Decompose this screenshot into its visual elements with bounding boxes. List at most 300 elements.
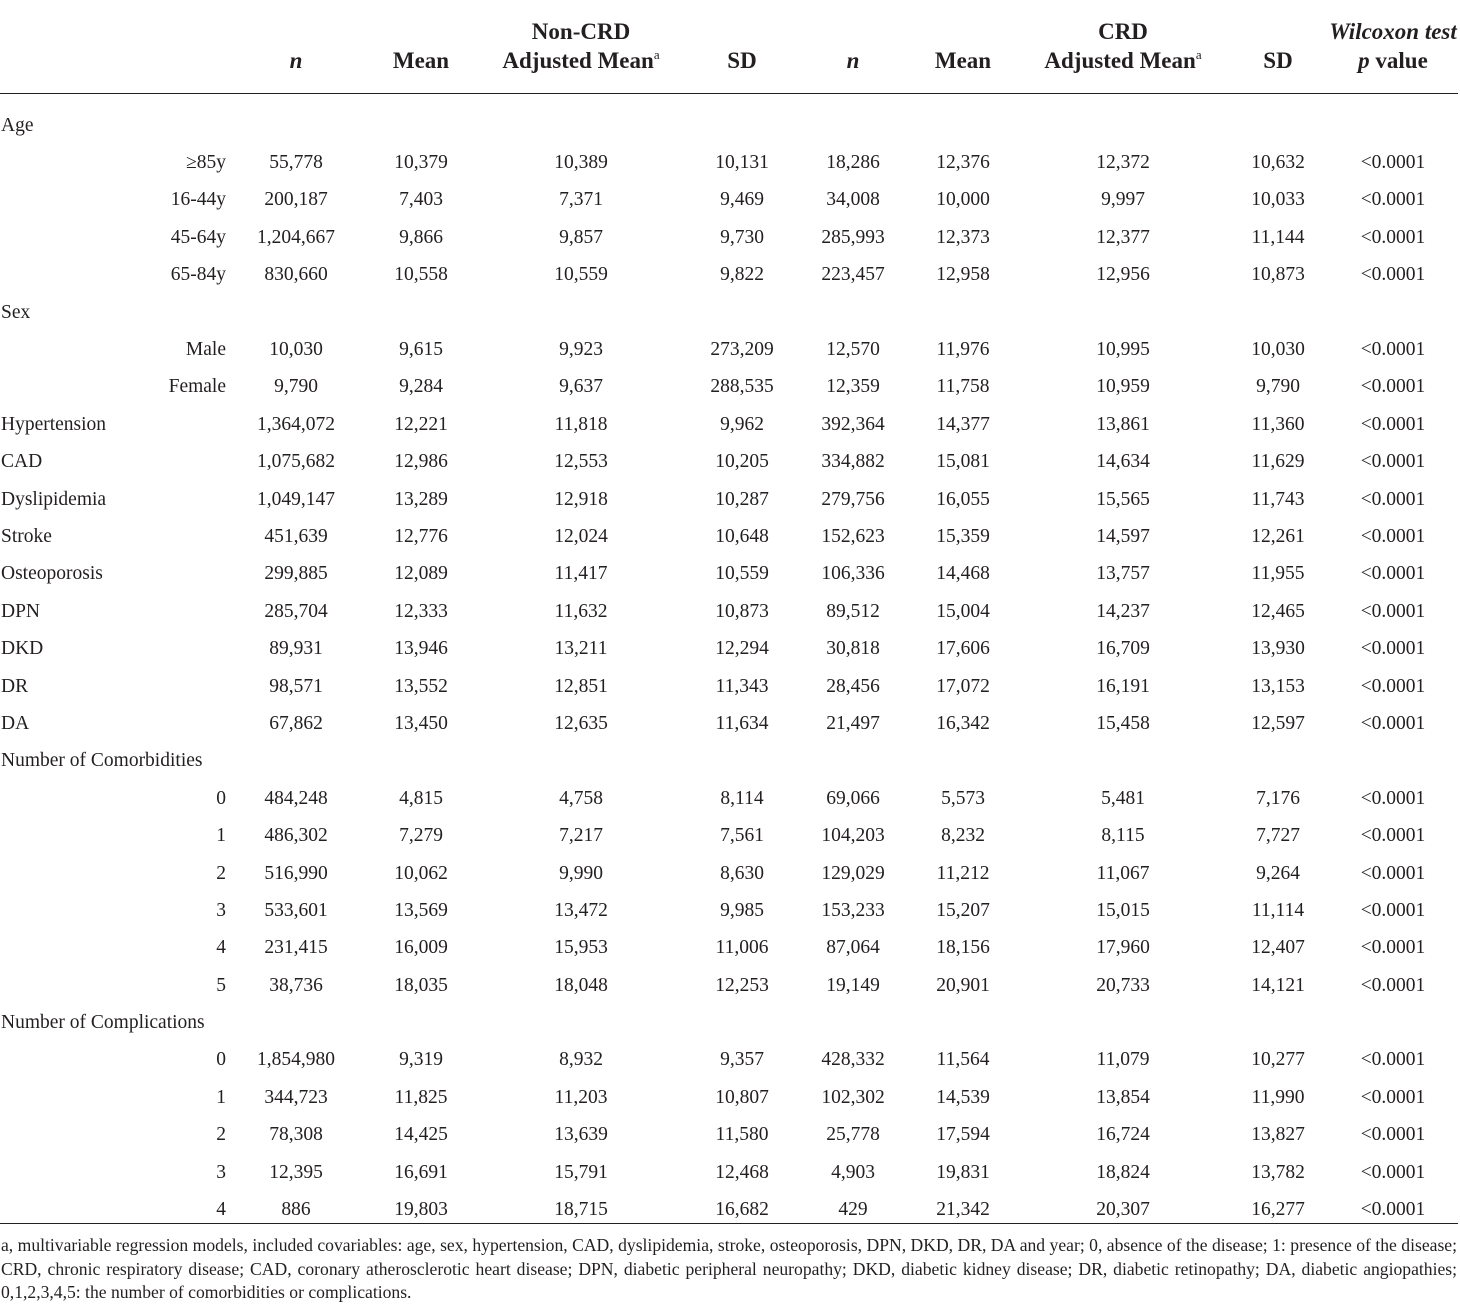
header-noncrd-adjusted-mean: Non-CRD Adjusted Mean$^a$ [476,0,686,94]
cell-crd-n: 89,512 [826,600,880,622]
cell-crd-mean: 12,373 [936,226,990,248]
cell-noncrd-mean: 12,986 [394,451,448,473]
cell-noncrd-mean: 14,425 [394,1124,448,1146]
header-noncrd-group: Non-CRD [531,19,631,44]
cell-crd-mean: 5,573 [941,787,985,809]
cell-noncrd-sd: 12,468 [715,1161,769,1183]
cell-crd-mean: 14,539 [936,1086,990,1108]
cell-crd-n: 19,149 [826,974,880,996]
section-label: Number of Complications [1,1012,205,1034]
cell-noncrd-mean: 7,403 [399,189,443,211]
cell-noncrd-sd: 10,131 [715,152,769,174]
cell-crd-mean: 15,081 [936,451,990,473]
row-sublabel: ≥85y [186,152,226,174]
cell-crd-adjusted-mean: 20,733 [1096,974,1150,996]
header-crd-mean: Mean [908,0,1018,94]
cell-crd-adjusted-mean: 18,824 [1096,1161,1150,1183]
cell-noncrd-sd: 12,294 [715,638,769,660]
table-row [0,668,1458,705]
cell-noncrd-sd: 273,209 [710,339,774,361]
cell-crd-mean: 12,376 [936,152,990,174]
cell-crd-mean: 21,342 [936,1199,990,1221]
cell-noncrd-adjusted-mean: 7,371 [559,189,603,211]
cell-crd-n: 152,623 [821,525,885,547]
cell-crd-adjusted-mean: 12,377 [1096,226,1150,248]
indent-cell [0,1191,138,1232]
cell-crd-n: 334,882 [821,451,885,473]
table-row [0,593,1458,630]
cell-wilcoxon-p: <0.0001 [1360,189,1426,211]
cell-noncrd-n: 200,187 [264,189,328,211]
header-noncrd-mean: Mean [366,0,476,94]
cell-crd-adjusted-mean: 14,597 [1096,525,1150,547]
cell-noncrd-sd: 288,535 [710,376,774,398]
cell-crd-adjusted-mean: 16,724 [1096,1124,1150,1146]
indent-cell [0,780,138,817]
cell-noncrd-adjusted-mean: 11,818 [554,413,608,435]
indent-cell [0,219,138,256]
cell-wilcoxon-p: <0.0001 [1360,1161,1426,1183]
cell-noncrd-mean: 10,062 [394,862,448,884]
cell-noncrd-sd: 10,559 [715,563,769,585]
table-row [0,967,1458,1004]
cell-wilcoxon-p: <0.0001 [1360,675,1426,697]
table-row [0,1079,1458,1116]
row-sublabel: 0 [216,787,226,809]
cell-crd-sd: 13,782 [1251,1161,1305,1183]
cell-noncrd-sd: 10,287 [715,488,769,510]
cell-crd-sd: 11,629 [1251,451,1305,473]
cell-crd-mean: 11,758 [936,376,990,398]
cell-noncrd-adjusted-mean: 7,217 [559,825,603,847]
cell-noncrd-adjusted-mean: 13,211 [554,638,608,660]
cell-wilcoxon-p: <0.0001 [1360,264,1426,286]
indent-cell [0,257,138,294]
header-blank-sub [138,0,226,94]
cell-crd-n: 153,233 [821,899,885,921]
cell-noncrd-sd: 10,648 [715,525,769,547]
cell-crd-mean: 15,207 [936,899,990,921]
table-row [0,331,1458,368]
cell-noncrd-mean: 7,279 [399,825,443,847]
cell-noncrd-n: 12,395 [269,1161,323,1183]
cell-noncrd-n: 486,302 [264,825,328,847]
cell-crd-n: 69,066 [826,787,880,809]
cell-noncrd-mean: 10,558 [394,264,448,286]
row-label: DKD [1,638,44,660]
cell-crd-n: 18,286 [826,152,880,174]
cell-crd-mean: 17,606 [936,638,990,660]
cell-crd-sd: 13,153 [1251,675,1305,697]
cell-noncrd-adjusted-mean: 11,203 [554,1086,608,1108]
header-crd-group: CRD [1098,19,1148,44]
row-label: Hypertension [1,413,107,435]
cell-wilcoxon-p: <0.0001 [1360,974,1426,996]
row-sublabel: 4 [216,937,226,959]
header-noncrd-n: n [226,0,366,94]
cell-noncrd-adjusted-mean: 18,048 [554,974,608,996]
table-row [0,369,1458,406]
cell-noncrd-mean: 19,803 [394,1199,448,1221]
table-row [0,444,1458,481]
cell-wilcoxon-p: <0.0001 [1360,1124,1426,1146]
table-row [0,892,1458,929]
cell-crd-sd: 12,261 [1251,525,1305,547]
row-sublabel: 2 [216,1124,226,1146]
cell-crd-adjusted-mean: 12,956 [1096,264,1150,286]
cell-noncrd-n: 886 [281,1199,311,1221]
cell-noncrd-sd: 8,114 [720,787,764,809]
cell-noncrd-mean: 13,450 [394,712,448,734]
cell-crd-mean: 12,958 [936,264,990,286]
cell-crd-n: 30,818 [826,638,880,660]
cell-noncrd-adjusted-mean: 13,472 [554,899,608,921]
cell-crd-adjusted-mean: 11,067 [1096,862,1150,884]
cell-crd-mean: 18,156 [936,937,990,959]
cell-noncrd-adjusted-mean: 12,918 [554,488,608,510]
cell-crd-sd: 11,360 [1251,413,1305,435]
indent-cell [0,369,138,406]
cell-crd-mean: 20,901 [936,974,990,996]
indent-cell [0,967,138,1004]
cell-crd-adjusted-mean: 15,458 [1096,712,1150,734]
row-sublabel: Female [168,376,226,398]
cell-noncrd-sd: 9,730 [720,226,764,248]
cell-crd-n: 279,756 [821,488,885,510]
table-row [0,219,1458,256]
table-row [0,705,1458,742]
cell-noncrd-mean: 18,035 [394,974,448,996]
cell-noncrd-adjusted-mean: 12,024 [554,525,608,547]
table-row [0,182,1458,219]
table-row [0,1117,1458,1154]
cell-crd-sd: 14,121 [1251,974,1305,996]
table-header [0,0,1458,94]
cell-crd-adjusted-mean: 16,191 [1096,675,1150,697]
cell-crd-mean: 15,004 [936,600,990,622]
row-label: Dyslipidemia [1,488,107,510]
cell-noncrd-adjusted-mean: 4,758 [559,787,603,809]
cell-crd-sd: 10,632 [1251,152,1305,174]
cell-noncrd-n: 1,075,682 [257,451,335,473]
cell-crd-n: 428,332 [821,1049,885,1071]
cell-noncrd-n: 98,571 [269,675,323,697]
row-sublabel: Male [185,339,226,361]
cell-noncrd-sd: 10,205 [715,451,769,473]
indent-cell [0,1117,138,1154]
cell-crd-n: 12,359 [826,376,880,398]
indent-cell [0,855,138,892]
cell-crd-sd: 11,144 [1251,226,1305,248]
cell-wilcoxon-p: <0.0001 [1360,563,1426,585]
cell-crd-adjusted-mean: 15,015 [1096,899,1150,921]
cell-crd-adjusted-mean: 16,709 [1096,638,1150,660]
cell-noncrd-adjusted-mean: 12,635 [554,712,608,734]
cell-noncrd-sd: 9,357 [720,1049,764,1071]
cell-noncrd-n: 1,049,147 [257,488,335,510]
cell-crd-sd: 13,827 [1251,1124,1305,1146]
cell-crd-adjusted-mean: 13,854 [1096,1086,1150,1108]
cell-crd-n: 104,203 [821,825,885,847]
section-row [0,1004,1458,1041]
cell-noncrd-adjusted-mean: 9,857 [559,226,603,248]
cell-crd-sd: 16,277 [1251,1199,1305,1221]
cell-wilcoxon-p: <0.0001 [1360,600,1426,622]
cell-noncrd-adjusted-mean: 15,791 [554,1161,608,1183]
row-sublabel: 16-44y [170,189,226,211]
cell-crd-sd: 11,955 [1251,563,1305,585]
cell-wilcoxon-p: <0.0001 [1360,451,1426,473]
cell-crd-sd: 12,407 [1251,937,1305,959]
section-label: Number of Comorbidities [1,750,203,772]
indent-cell [0,1154,138,1191]
cell-crd-adjusted-mean: 13,861 [1096,413,1150,435]
cell-noncrd-adjusted-mean: 9,923 [559,339,603,361]
cell-noncrd-mean: 16,009 [394,937,448,959]
cell-noncrd-sd: 9,822 [720,264,764,286]
table-row [0,630,1458,667]
cell-wilcoxon-p: <0.0001 [1360,1199,1426,1221]
indent-cell [0,892,138,929]
cell-noncrd-n: 9,790 [274,376,318,398]
cell-crd-sd: 11,743 [1251,488,1305,510]
cell-wilcoxon-p: <0.0001 [1360,899,1426,921]
cell-wilcoxon-p: <0.0001 [1360,226,1426,248]
cell-noncrd-sd: 8,630 [720,862,764,884]
cell-crd-sd: 9,790 [1256,376,1300,398]
table-row [0,817,1458,854]
table-row [0,406,1458,443]
cell-noncrd-adjusted-mean: 15,953 [554,937,608,959]
cell-crd-n: 12,570 [826,339,880,361]
table-row [0,556,1458,593]
cell-crd-n: 34,008 [826,189,880,211]
cell-noncrd-sd: 11,343 [715,675,769,697]
table-row [0,481,1458,518]
cell-wilcoxon-p: <0.0001 [1360,339,1426,361]
cell-crd-mean: 16,055 [936,488,990,510]
cell-wilcoxon-p: <0.0001 [1360,376,1426,398]
cell-noncrd-mean: 13,569 [394,899,448,921]
cell-noncrd-adjusted-mean: 9,990 [559,862,603,884]
indent-cell [0,144,138,181]
cell-noncrd-sd: 9,469 [720,189,764,211]
row-label: Stroke [1,525,52,547]
cell-noncrd-sd: 12,253 [715,974,769,996]
cell-crd-n: 106,336 [821,563,885,585]
cell-crd-sd: 12,465 [1251,600,1305,622]
cell-crd-mean: 10,000 [936,189,990,211]
cell-crd-adjusted-mean: 14,634 [1096,451,1150,473]
cell-noncrd-adjusted-mean: 12,851 [554,675,608,697]
cell-noncrd-n: 299,885 [264,563,328,585]
cell-crd-n: 223,457 [821,264,885,286]
table-row [0,1191,1458,1232]
header-crd-n: n [798,0,908,94]
cell-wilcoxon-p: <0.0001 [1360,152,1426,174]
cell-noncrd-mean: 12,089 [394,563,448,585]
cell-noncrd-sd: 11,006 [715,937,769,959]
cell-noncrd-n: 1,854,980 [257,1049,335,1071]
header-blank [0,0,138,94]
cell-noncrd-n: 830,660 [264,264,328,286]
cell-noncrd-n: 1,364,072 [257,413,335,435]
header-wilcoxon: Wilcoxon test p value [1328,0,1458,94]
cell-noncrd-n: 89,931 [269,638,323,660]
cell-noncrd-mean: 10,379 [394,152,448,174]
cell-crd-mean: 16,342 [936,712,990,734]
cell-crd-adjusted-mean: 11,079 [1096,1049,1150,1071]
cell-crd-mean: 14,468 [936,563,990,585]
cell-noncrd-mean: 16,691 [394,1161,448,1183]
cell-noncrd-adjusted-mean: 12,553 [554,451,608,473]
row-label: CAD [1,451,43,473]
cell-noncrd-sd: 10,873 [715,600,769,622]
cell-noncrd-sd: 9,985 [720,899,764,921]
cell-crd-adjusted-mean: 9,997 [1101,189,1145,211]
cell-noncrd-n: 533,601 [264,899,328,921]
cell-crd-adjusted-mean: 14,237 [1096,600,1150,622]
cell-crd-mean: 11,212 [936,862,990,884]
cell-noncrd-mean: 4,815 [399,787,443,809]
cell-noncrd-mean: 11,825 [394,1086,448,1108]
cell-noncrd-n: 344,723 [264,1086,328,1108]
cell-wilcoxon-p: <0.0001 [1360,1049,1426,1071]
table-row [0,1154,1458,1191]
cell-crd-sd: 10,030 [1251,339,1305,361]
indent-cell [0,1042,138,1079]
cell-noncrd-mean: 12,776 [394,525,448,547]
indent-cell [0,182,138,219]
cell-crd-mean: 19,831 [936,1161,990,1183]
section-label: Sex [1,301,31,323]
indent-cell [0,331,138,368]
cell-noncrd-n: 78,308 [269,1124,323,1146]
row-sublabel: 2 [216,862,226,884]
cell-noncrd-sd: 9,962 [720,413,764,435]
cell-crd-adjusted-mean: 17,960 [1096,937,1150,959]
cell-noncrd-mean: 9,615 [399,339,443,361]
cell-wilcoxon-p: <0.0001 [1360,862,1426,884]
cell-noncrd-n: 451,639 [264,525,328,547]
cell-crd-sd: 11,114 [1251,899,1305,921]
cell-crd-n: 285,993 [821,226,885,248]
cell-noncrd-adjusted-mean: 18,715 [554,1199,608,1221]
cell-crd-sd: 9,264 [1256,862,1300,884]
row-label: Osteoporosis [1,563,103,585]
row-sublabel: 1 [216,1086,226,1108]
cell-crd-n: 392,364 [821,413,885,435]
cell-crd-adjusted-mean: 13,757 [1096,563,1150,585]
cell-wilcoxon-p: <0.0001 [1360,1086,1426,1108]
cell-wilcoxon-p: <0.0001 [1360,525,1426,547]
section-row [0,294,1458,331]
cell-crd-sd: 10,873 [1251,264,1305,286]
table-row [0,1042,1458,1079]
row-sublabel: 5 [216,974,226,996]
section-row [0,107,1458,144]
cell-wilcoxon-p: <0.0001 [1360,638,1426,660]
cell-crd-sd: 10,277 [1251,1049,1305,1071]
cell-wilcoxon-p: <0.0001 [1360,825,1426,847]
cell-crd-sd: 10,033 [1251,189,1305,211]
row-sublabel: 0 [216,1049,226,1071]
cell-crd-mean: 14,377 [936,413,990,435]
cell-noncrd-adjusted-mean: 10,389 [554,152,608,174]
cell-crd-n: 429 [838,1199,868,1221]
cell-noncrd-sd: 10,807 [715,1086,769,1108]
header-crd-sd: SD [1228,0,1328,94]
cell-crd-adjusted-mean: 10,995 [1096,339,1150,361]
indent-cell [0,1079,138,1116]
table-row [0,855,1458,892]
indent-cell [0,817,138,854]
cell-wilcoxon-p: <0.0001 [1360,413,1426,435]
cell-noncrd-mean: 12,333 [394,600,448,622]
row-label: DA [1,712,30,734]
cell-crd-n: 87,064 [826,937,880,959]
cell-noncrd-sd: 7,561 [720,825,764,847]
cell-noncrd-n: 231,415 [264,937,328,959]
cell-noncrd-mean: 12,221 [394,413,448,435]
row-sublabel: 1 [216,825,226,847]
cell-crd-n: 21,497 [826,712,880,734]
cell-crd-n: 28,456 [826,675,880,697]
cell-noncrd-sd: 11,634 [715,712,769,734]
cell-crd-mean: 17,594 [936,1124,990,1146]
cell-noncrd-adjusted-mean: 10,559 [554,264,608,286]
cell-noncrd-mean: 9,284 [399,376,443,398]
cell-crd-sd: 7,176 [1256,787,1300,809]
cell-crd-adjusted-mean: 20,307 [1096,1199,1150,1221]
cell-crd-n: 102,302 [821,1086,885,1108]
cell-noncrd-sd: 11,580 [715,1124,769,1146]
cell-wilcoxon-p: <0.0001 [1360,488,1426,510]
cell-noncrd-n: 38,736 [269,974,323,996]
table-row [0,257,1458,294]
header-noncrd-sd: SD [686,0,798,94]
cell-noncrd-mean: 13,289 [394,488,448,510]
cell-wilcoxon-p: <0.0001 [1360,712,1426,734]
row-label: DR [1,675,29,697]
row-sublabel: 45-64y [170,226,226,248]
cell-noncrd-n: 516,990 [264,862,328,884]
cell-noncrd-n: 484,248 [264,787,328,809]
cell-crd-n: 129,029 [821,862,885,884]
table-row [0,930,1458,967]
table-bottom-rule [0,1223,1458,1224]
cell-crd-mean: 11,564 [936,1049,990,1071]
cell-wilcoxon-p: <0.0001 [1360,787,1426,809]
row-sublabel: 4 [216,1199,226,1221]
indent-cell [0,930,138,967]
cell-crd-adjusted-mean: 5,481 [1101,787,1145,809]
cell-crd-n: 25,778 [826,1124,880,1146]
cell-crd-sd: 7,727 [1256,825,1300,847]
cell-wilcoxon-p: <0.0001 [1360,937,1426,959]
cell-crd-mean: 15,359 [936,525,990,547]
section-label: Age [1,114,34,136]
cell-crd-adjusted-mean: 12,372 [1096,152,1150,174]
cell-noncrd-adjusted-mean: 13,639 [554,1124,608,1146]
cell-crd-mean: 17,072 [936,675,990,697]
row-sublabel: 3 [216,899,226,921]
cell-crd-adjusted-mean: 15,565 [1096,488,1150,510]
cell-noncrd-sd: 16,682 [715,1199,769,1221]
cell-noncrd-mean: 13,552 [394,675,448,697]
cell-crd-adjusted-mean: 10,959 [1096,376,1150,398]
cell-crd-mean: 8,232 [941,825,985,847]
